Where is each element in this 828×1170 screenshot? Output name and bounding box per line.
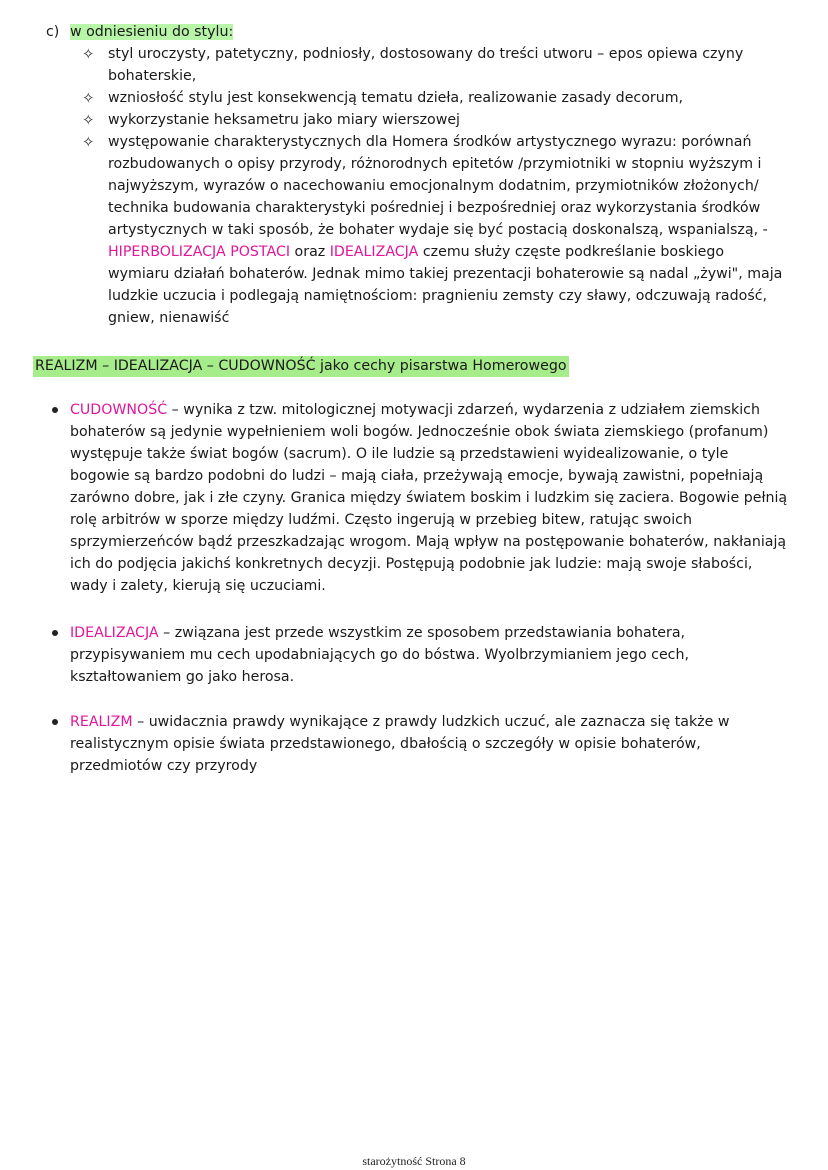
text-run: ludzkie uczucia i podlegają namiętnościom: pragnieniu zemsty czy sławy, odczuwają radość,	[108, 288, 768, 304]
highlighted-term: IDEALIZACJA	[70, 625, 159, 641]
text-line	[108, 109, 802, 131]
text-run: ich do podjęcia jakichś konkretnych decyzji. Postępują podobnie jak ludzie: mają swoje słabości,	[70, 556, 753, 572]
bullet-item	[48, 711, 808, 777]
text-line	[108, 241, 802, 263]
text-run: kształtowaniem go jako herosa.	[70, 669, 295, 685]
text-run: styl uroczysty, patetyczny, podniosły, dostosowany do treści utworu – epos opiewa czyny	[108, 46, 744, 62]
text-run: występuje także świat bogów (sacrum). O ile ludzie są przedstawieni wyidealizowanie, o tyle	[70, 446, 729, 462]
text-run: rolę arbitrów w sporze między ludźmi. Często ingerują w przebieg bitew, ratując swoich	[70, 512, 692, 528]
diamond-bullet-icon: ✧	[82, 45, 95, 63]
text-run: bohaterskie,	[108, 68, 197, 84]
text-run: najwyższym, wyrazów o nacechowaniu emocjonalnym dodatnim, przymiotników złożonych/	[108, 178, 759, 194]
highlighted-term: REALIZM	[70, 714, 133, 730]
realism-heading: REALIZM – IDEALIZACJA – CUDOWNOŚĆ jako cechy pisarstwa Homerowego	[33, 356, 569, 377]
text-run: czemu służy częste podkreślanie boskiego	[418, 244, 725, 260]
text-run: gniew, nienawiść	[108, 310, 230, 326]
text-line	[70, 487, 808, 509]
text-line	[108, 131, 802, 153]
text-run: zarówno dobre, jak i złe czyny. Granica między światem boskim i ludzkim się zaciera. Bogowie pełnią	[70, 490, 788, 506]
text-line	[108, 263, 802, 285]
text-line	[70, 531, 808, 553]
text-run: wzniosłość stylu jest konsekwencją tematu dzieła, realizowanie zasady decorum,	[108, 90, 684, 106]
text-line	[70, 421, 808, 443]
text-run: artystycznych w taki sposób, że bohater wydaje się być postacią doskonalszą, wspanialszą, -	[108, 222, 768, 238]
bullet-realizm	[48, 711, 808, 777]
text-line	[108, 307, 802, 329]
diamond-bullet-icon: ✧	[82, 133, 95, 151]
text-line	[108, 153, 802, 175]
text-line	[108, 285, 802, 307]
diamond-bullet-icon: ✧	[82, 111, 95, 129]
bullet-dot-icon	[52, 719, 58, 725]
style-feature-item	[82, 87, 802, 109]
text-line	[70, 666, 808, 688]
diamond-bullet-icon: ✧	[82, 89, 95, 107]
style-feature-item	[82, 43, 802, 87]
bullet-cudownosc	[48, 399, 808, 597]
text-run: realistycznym opisie świata przedstawionego, dbałością o szczegóły w opisie bohaterów,	[70, 736, 701, 752]
text-line	[108, 65, 802, 87]
text-run: występowanie charakterystycznych dla Homera środków artystycznego wyrazu: porównań	[108, 134, 752, 150]
text-run: przypisywaniem mu cech upodabniających go do bóstwa. Wyolbrzymianiem jego cech,	[70, 647, 689, 663]
bullet-dot-icon	[52, 407, 58, 413]
text-line	[108, 175, 802, 197]
text-run: bogowie są bardzo podobni do ludzi – mają ciała, przeżywają emocje, bywają zawistni, popełniają	[70, 468, 764, 484]
text-run: bohaterów są jedynie wypełnieniem woli bogów. Jednocześnie obok świata ziemskiego (profanum)	[70, 424, 769, 440]
text-run: – związana jest przede wszystkim ze sposobem przedstawiania bohatera,	[158, 625, 686, 641]
text-run: wymiaru działań bohaterów. Jednak mimo takiej prezentacji bohaterowie są nadal „żywi", maja	[108, 266, 783, 282]
page-footer: starożytność Strona 8	[362, 1154, 466, 1168]
text-line	[108, 219, 802, 241]
text-line	[70, 509, 808, 531]
style-feature-item	[82, 109, 802, 131]
text-line	[70, 399, 808, 421]
text-line	[108, 43, 802, 65]
text-run: sprzymierzeńców bądź przeszkadzając wrogom. Mają wpływ na postępowanie bohaterów, nakłaniają	[70, 534, 787, 550]
text-run: wykorzystanie heksametru jako miary wierszowej	[108, 112, 460, 128]
text-line	[70, 733, 808, 755]
text-run: technika budowania charakterystyki pośredniej i bezpośredniej oraz wykorzystania środków	[108, 200, 761, 216]
text-line	[108, 87, 802, 109]
bullet-idealizacja	[48, 622, 808, 688]
text-line	[70, 575, 808, 597]
section-c-title: w odniesieniu do stylu:	[70, 24, 234, 40]
bullet-item	[48, 622, 808, 688]
text-run: oraz	[290, 244, 330, 260]
style-feature-item	[82, 131, 802, 329]
text-line	[108, 197, 802, 219]
text-line	[70, 711, 808, 733]
text-run: – uwidacznia prawdy wynikające z prawdy ludzkich uczuć, ale zaznacza się także w	[132, 714, 730, 730]
text-line	[70, 755, 808, 777]
text-run: rozbudowanych o opisy przyrody, różnorodnych epitetów /przymiotniki w stopniu wyższym i	[108, 156, 762, 172]
highlighted-term: CUDOWNOŚĆ	[70, 402, 168, 418]
text-line	[70, 644, 808, 666]
section-c-heading	[46, 21, 233, 43]
text-line	[70, 443, 808, 465]
text-line	[70, 465, 808, 487]
section-c-letter: c)	[46, 24, 60, 40]
highlighted-term: IDEALIZACJA	[329, 244, 419, 260]
text-run: – wynika z tzw. mitologicznej motywacji zdarzeń, wydarzenia z udziałem ziemskich	[167, 402, 760, 418]
text-run: przedmiotów czy przyrody	[70, 758, 258, 774]
bullet-item	[48, 399, 808, 597]
text-run: wady i zalety, kierują się uczuciami.	[70, 578, 326, 594]
bullet-dot-icon	[52, 630, 58, 636]
highlighted-term: HIPERBOLIZACJA POSTACI	[108, 244, 291, 260]
text-line	[70, 622, 808, 644]
text-line	[70, 553, 808, 575]
style-features-list	[82, 43, 802, 329]
